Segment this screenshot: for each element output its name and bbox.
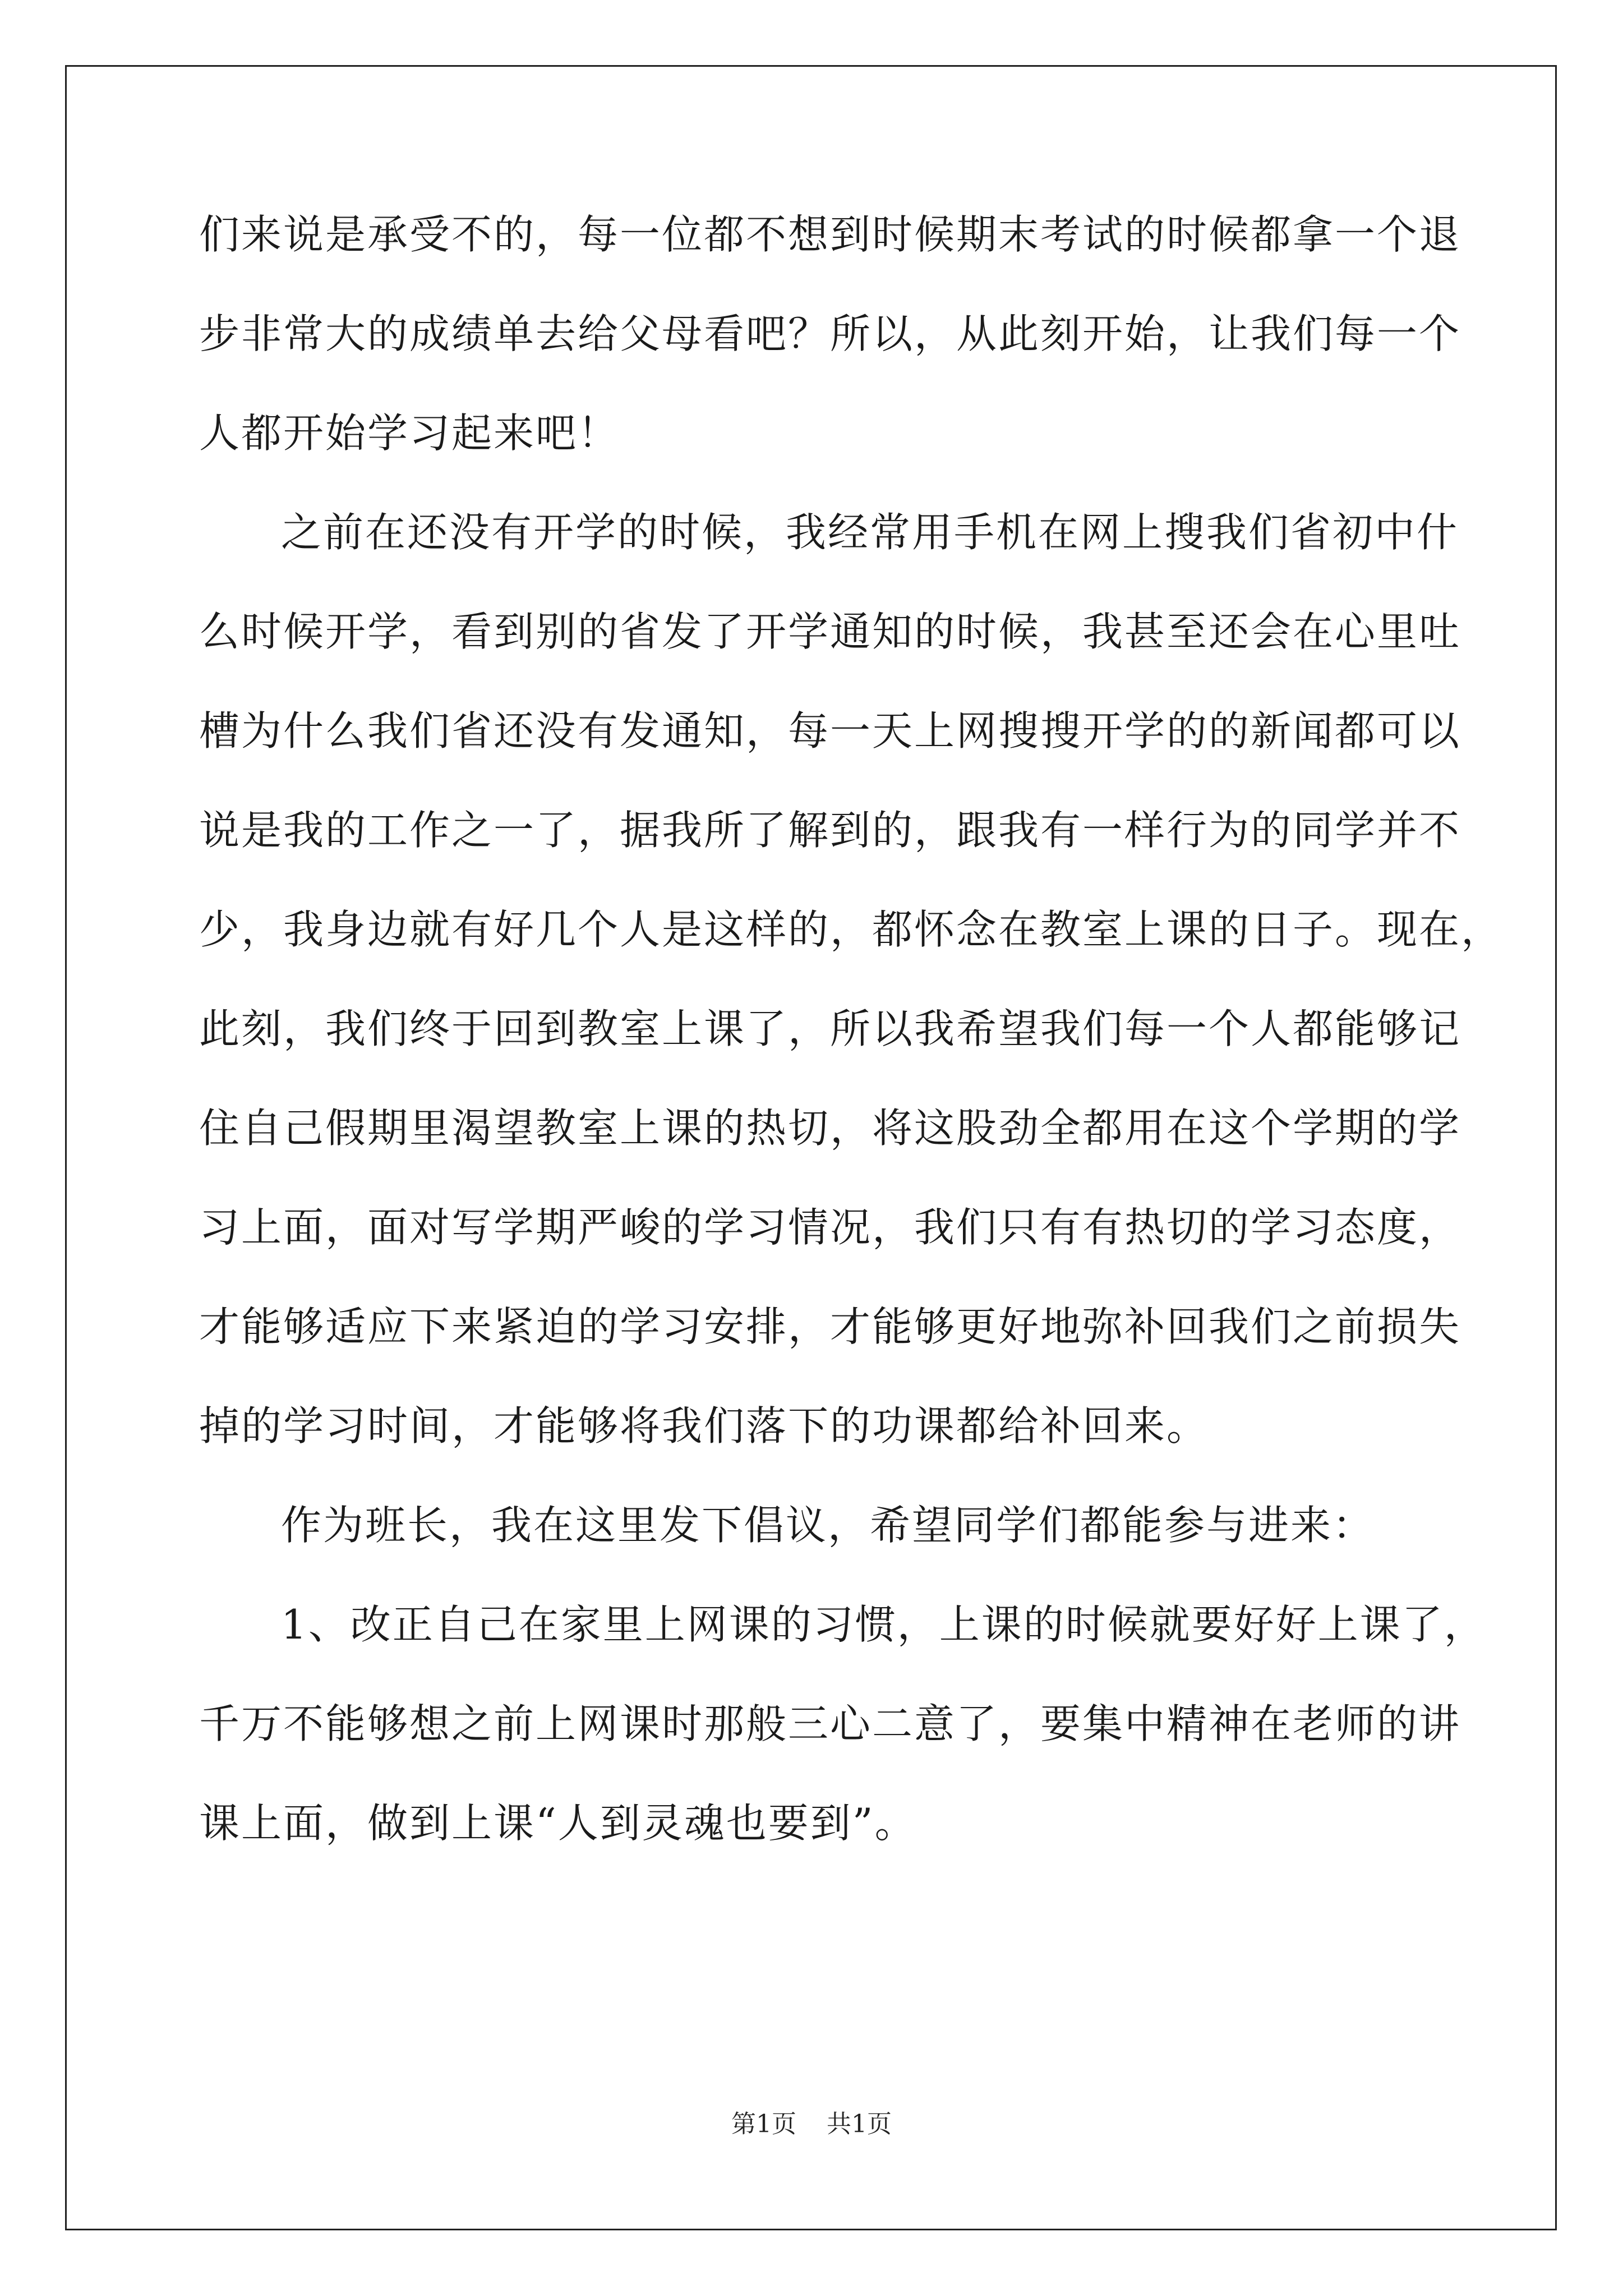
- document-body: [199, 185, 1504, 1873]
- text-line: 少，我身边就有好几个人是这样的，都怀念在教室上课的日子。现在，: [199, 906, 1504, 953]
- text-line: 住自己假期里渴望教室上课的热切，将这股劲全都用在这个学期的学: [199, 1105, 1461, 1152]
- text-line: 说是我的工作之一了，据我所了解到的，跟我有一样行为的同学并不: [199, 807, 1461, 854]
- text-line: 习上面，面对写学期严峻的学习情况，我们只有有热切的学习态度，: [199, 1204, 1461, 1251]
- text-line: 步非常大的成绩单去给父母看吧？所以，从此刻开始，让我们每一个: [199, 310, 1461, 357]
- page-number-total: 共1页: [827, 2110, 892, 2138]
- paragraph-start-line: 作为班长，我在这里发下倡议，希望同学们都能参与进来：: [281, 1502, 1375, 1549]
- page-footer: [0, 2104, 1623, 2139]
- text-line: 此刻，我们终于回到教室上课了，所以我希望我们每一个人都能够记: [199, 1005, 1461, 1052]
- text-line: 槽为什么我们省还没有发通知，每一天上网搜搜开学的的新闻都可以: [199, 707, 1461, 754]
- page-number-current: 第1页: [731, 2110, 796, 2138]
- text-line: 千万不能够想之前上网课时那般三心二意了，要集中精神在老师的讲: [199, 1700, 1461, 1747]
- text-line: 么时候开学，看到别的省发了开学通知的时候，我甚至还会在心里吐: [199, 608, 1461, 655]
- text-line: 掉的学习时间，才能够将我们落下的功课都给补回来。: [199, 1402, 1209, 1450]
- text-line: 才能够适应下来紧迫的学习安排，才能够更好地弥补回我们之前损失: [199, 1303, 1461, 1350]
- text-line: 人都开始学习起来吧！: [199, 409, 620, 457]
- text-line: 课上面，做到上课“人到灵魂也要到”。: [199, 1800, 917, 1847]
- text-line: 们来说是承受不的，每一位都不想到时候期末考试的时候都拿一个退: [199, 211, 1461, 258]
- paragraph-start-line: 1、改正自己在家里上网课的习惯，上课的时候就要好好上课了，: [281, 1601, 1486, 1648]
- paragraph-start-line: 之前在还没有开学的时候，我经常用手机在网上搜我们省初中什: [281, 509, 1459, 556]
